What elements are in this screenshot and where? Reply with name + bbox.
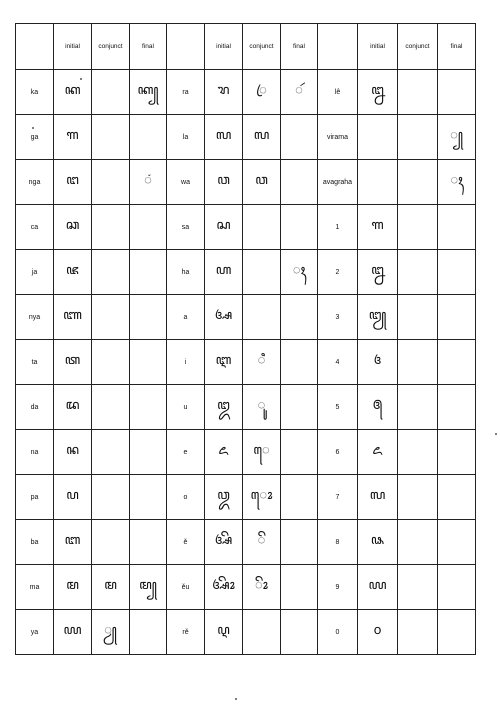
glyph-cell-conjunct	[243, 340, 281, 385]
row-label-cell	[16, 430, 54, 475]
glyph-cell-final	[438, 385, 476, 430]
glyph: ꦚ	[63, 307, 82, 323]
glyph-cell-conjunct	[243, 520, 281, 565]
glyph: ꦺꦴ	[250, 487, 273, 503]
row-label-cell	[167, 70, 205, 115]
speck	[495, 433, 497, 435]
glyph-cell-initial	[54, 70, 92, 115]
glyph: ꦪ	[63, 622, 82, 638]
header-label: final	[293, 43, 305, 50]
row-label: a	[183, 313, 188, 321]
glyph-cell-initial	[358, 295, 398, 340]
glyph-cell-initial	[54, 340, 92, 385]
row-label: sa	[181, 223, 190, 231]
glyph-cell-conjunct	[398, 610, 438, 655]
glyph-cell-initial	[205, 70, 243, 115]
glyph-cell-final	[281, 475, 318, 520]
glyph-cell-initial	[54, 475, 92, 520]
glyph-cell-initial	[358, 340, 398, 385]
glyph-cell-initial	[54, 430, 92, 475]
glyph-cell-initial	[205, 610, 243, 655]
header-label: initial	[216, 43, 231, 50]
glyph: ꦤ	[66, 442, 79, 458]
row-label: nga	[28, 178, 41, 186]
glyph: ꦊ	[371, 82, 384, 98]
glyph: ꦄ	[214, 307, 233, 323]
row-label: da	[30, 403, 39, 411]
row-label-cell	[167, 430, 205, 475]
row-label: pa	[30, 493, 39, 501]
glyph-cell-final	[130, 610, 167, 655]
row-label-cell	[16, 475, 54, 520]
row-label-cell	[318, 430, 358, 475]
table-row	[16, 385, 476, 430]
glyph-cell-final	[130, 115, 167, 160]
glyph-cell-final	[281, 295, 318, 340]
row-label-cell	[16, 340, 54, 385]
glyph-cell-final	[130, 250, 167, 295]
glyph-cell-final	[130, 295, 167, 340]
glyph: ꧀	[450, 127, 463, 143]
row-label: ba	[30, 538, 39, 546]
row-label: ca	[30, 223, 39, 231]
glyph-cell-final	[130, 70, 167, 115]
glyph-cell-conjunct	[398, 160, 438, 205]
header-label: conjunct	[98, 43, 123, 50]
glyph: ꦾ	[104, 622, 117, 638]
column-header-conjunct	[398, 24, 438, 70]
glyph-cell-final	[281, 205, 318, 250]
header-label: final	[142, 43, 154, 50]
glyph: ꦩ꧀	[139, 577, 157, 593]
row-label: rě	[182, 628, 189, 636]
glyph: ꧕	[372, 397, 383, 413]
glyph-cell-conjunct	[92, 430, 130, 475]
glyph-cell-final	[281, 340, 318, 385]
glyph: ꧐	[373, 622, 382, 638]
row-label: 0	[335, 628, 340, 636]
row-label-cell	[167, 610, 205, 655]
glyph-cell-conjunct	[92, 160, 130, 205]
glyph-cell-final	[438, 160, 476, 205]
glyph-cell-final	[130, 205, 167, 250]
row-label-cell	[318, 115, 358, 160]
row-label-cell	[318, 205, 358, 250]
row-label-cell	[167, 385, 205, 430]
row-label-cell	[318, 295, 358, 340]
glyph-cell-conjunct	[243, 115, 281, 160]
glyph: ꦌ	[218, 442, 229, 458]
glyph: ꦢ	[65, 397, 80, 413]
glyph: ꦏ꧀	[137, 82, 159, 98]
glyph-cell-initial	[358, 250, 398, 295]
row-label: ha	[181, 268, 190, 276]
column-header-final	[438, 24, 476, 70]
row-label: 9	[335, 583, 340, 591]
glyph-cell-initial	[205, 520, 243, 565]
glyph-cell-final	[130, 430, 167, 475]
row-label-cell	[318, 520, 358, 565]
row-label-cell	[167, 205, 205, 250]
glyph-cell-conjunct	[398, 205, 438, 250]
row-label: 4	[335, 358, 340, 366]
row-label-cell	[16, 250, 54, 295]
glyph-cell-initial	[54, 610, 92, 655]
glyph-cell-conjunct	[92, 565, 130, 610]
glyph-cell-final	[281, 520, 318, 565]
glyph: ꦼ	[257, 532, 266, 548]
row-label: lê	[334, 88, 341, 96]
glyph-cell-initial	[358, 475, 398, 520]
glyph: ꦃ	[292, 262, 306, 278]
table-row	[16, 295, 476, 340]
glyph-cell-initial	[358, 565, 398, 610]
glyph: ꦩ	[104, 577, 117, 593]
glyph: ꦧ	[64, 532, 81, 548]
row-label-cell	[167, 340, 205, 385]
column-header-initial	[358, 24, 398, 70]
glyph: ꧙	[368, 577, 387, 593]
row-label-cell	[16, 565, 54, 610]
speck	[80, 78, 82, 80]
glyph-cell-initial	[205, 115, 243, 160]
glyph-cell-final	[438, 115, 476, 160]
row-label: ma	[29, 583, 40, 591]
glyph-cell-initial	[205, 340, 243, 385]
glyph-cell-initial	[205, 430, 243, 475]
glyph-cell-initial	[205, 295, 243, 340]
glyph-cell-initial	[358, 70, 398, 115]
glyph-cell-final	[130, 160, 167, 205]
glyph: ꦉ	[217, 622, 230, 638]
glyph-cell-initial	[205, 565, 243, 610]
glyph-cell-conjunct	[243, 160, 281, 205]
row-label-cell	[167, 520, 205, 565]
header-label: initial	[65, 43, 80, 50]
glyph-cell-initial	[358, 385, 398, 430]
row-label-cell	[167, 475, 205, 520]
row-label-cell	[16, 205, 54, 250]
table-row	[16, 475, 476, 520]
table-row	[16, 610, 476, 655]
speck	[235, 698, 237, 700]
row-label-cell	[16, 610, 54, 655]
glyph-cell-initial	[54, 565, 92, 610]
row-label: u	[183, 403, 188, 411]
row-label: ě	[183, 538, 188, 546]
glyph: ꦎ	[217, 487, 230, 503]
glyph-cell-conjunct	[243, 205, 281, 250]
glyph-cell-final	[281, 70, 318, 115]
row-label-cell	[16, 160, 54, 205]
glyph-cell-conjunct	[398, 385, 438, 430]
glyph-cell-conjunct	[92, 520, 130, 565]
glyph: ꦿ	[256, 82, 267, 98]
row-label: ka	[30, 88, 39, 96]
glyph-cell-initial	[205, 475, 243, 520]
glyph-cell-conjunct	[243, 610, 281, 655]
glyph-cell-initial	[205, 205, 243, 250]
row-label: ya	[30, 628, 39, 636]
row-label-cell	[16, 385, 54, 430]
table-body	[16, 24, 476, 655]
row-label: o	[183, 493, 188, 501]
row-label: ga	[30, 133, 39, 141]
glyph-cell-conjunct	[398, 295, 438, 340]
glyph: ꦫ	[217, 82, 230, 98]
glyph-cell-final	[438, 205, 476, 250]
glyph: ꦄꦼꦴ	[212, 577, 235, 593]
row-label-cell	[318, 475, 358, 520]
glyph-cell-conjunct	[92, 385, 130, 430]
glyph-cell-initial	[54, 295, 92, 340]
glyph: ꦶ	[257, 352, 266, 368]
row-label-cell	[318, 160, 358, 205]
row-label: 3	[335, 313, 340, 321]
glyph-cell-initial	[358, 115, 398, 160]
table-row	[16, 520, 476, 565]
table-row	[16, 160, 476, 205]
glyph-cell-conjunct	[243, 430, 281, 475]
header-label: conjunct	[405, 43, 430, 50]
column-header-final	[281, 24, 318, 70]
glyph: ꦂ	[295, 82, 303, 98]
row-label: ra	[182, 88, 189, 96]
column-header-final	[130, 24, 167, 70]
glyph-cell-final	[438, 610, 476, 655]
glyph: ꦁ	[144, 172, 152, 188]
glyph-cell-conjunct	[398, 340, 438, 385]
glyph-cell-final	[130, 385, 167, 430]
glyph: ꦼꦴ	[254, 577, 269, 593]
glyph-cell-conjunct	[398, 475, 438, 520]
row-label: wa	[181, 178, 190, 186]
glyph: ꦈ	[217, 397, 230, 413]
glyph: ꧗	[369, 487, 386, 503]
glyph-cell-conjunct	[243, 565, 281, 610]
glyph-cell-conjunct	[398, 565, 438, 610]
glyph-cell-conjunct	[243, 250, 281, 295]
header-blank-cell	[16, 24, 54, 70]
header-label: initial	[370, 43, 385, 50]
glyph-cell-conjunct	[92, 475, 130, 520]
glyph: ꧒	[371, 262, 384, 278]
glyph-cell-conjunct	[398, 70, 438, 115]
glyph-cell-final	[438, 430, 476, 475]
row-label: virama	[326, 133, 348, 141]
glyph-cell-final	[438, 70, 476, 115]
glyph-cell-conjunct	[92, 295, 130, 340]
row-label: 8	[335, 538, 340, 546]
header-label: final	[450, 43, 463, 50]
glyph: ꦠ	[64, 352, 81, 368]
glyph-cell-conjunct	[398, 250, 438, 295]
glyph-cell-initial	[358, 160, 398, 205]
row-label-cell	[167, 115, 205, 160]
row-label: ta	[31, 358, 38, 366]
speck	[32, 127, 34, 129]
glyph-cell-initial	[205, 385, 243, 430]
glyph-cell-conjunct	[243, 295, 281, 340]
glyph-cell-initial	[358, 205, 398, 250]
glyph-cell-final	[438, 340, 476, 385]
row-label-cell	[167, 250, 205, 295]
glyph: ꦲ	[215, 262, 232, 278]
row-label-cell	[16, 295, 54, 340]
column-header-initial	[54, 24, 92, 70]
glyph: ꦃ	[450, 172, 463, 188]
glyph-cell-final	[281, 430, 318, 475]
glyph: ꦩ	[66, 577, 79, 593]
glyph-cell-final	[130, 520, 167, 565]
script-table	[15, 23, 476, 655]
table-row	[16, 340, 476, 385]
row-label: nya	[28, 313, 41, 321]
glyph: ꧓	[368, 307, 387, 323]
table-row	[16, 565, 476, 610]
glyph-cell-final	[438, 295, 476, 340]
row-label: na	[30, 448, 39, 456]
glyph-cell-final	[438, 475, 476, 520]
row-label: 2	[335, 268, 340, 276]
glyph-cell-final	[281, 610, 318, 655]
glyph-cell-final	[438, 565, 476, 610]
glyph: ꦗ	[66, 262, 79, 278]
row-label-cell	[16, 70, 54, 115]
glyph-cell-final	[281, 565, 318, 610]
table-row	[16, 250, 476, 295]
glyph-cell-initial	[358, 520, 398, 565]
header-label: conjunct	[249, 43, 274, 50]
row-label-cell	[167, 565, 205, 610]
glyph: ꧘	[370, 532, 385, 548]
glyph-cell-final	[130, 475, 167, 520]
glyph: ꦏ	[64, 82, 81, 98]
table-row	[16, 205, 476, 250]
column-header-conjunct	[243, 24, 281, 70]
glyph: ꦮ	[255, 172, 268, 188]
glyph-cell-final	[438, 250, 476, 295]
glyph: ꦒ	[66, 127, 79, 143]
glyph: ꦱ	[216, 217, 231, 233]
table-row	[16, 430, 476, 475]
glyph-cell-conjunct	[92, 250, 130, 295]
table-row	[16, 70, 476, 115]
glyph-cell-conjunct	[398, 115, 438, 160]
glyph-cell-conjunct	[92, 610, 130, 655]
glyph-cell-conjunct	[92, 115, 130, 160]
row-label: 1	[335, 223, 340, 231]
header-blank-cell	[318, 24, 358, 70]
glyph-cell-initial	[205, 160, 243, 205]
row-label-cell	[167, 295, 205, 340]
row-label-cell	[318, 250, 358, 295]
glyph-cell-conjunct	[398, 430, 438, 475]
glyph: ꦕ	[65, 217, 80, 233]
glyph-cell-final	[281, 250, 318, 295]
glyph-cell-final	[281, 385, 318, 430]
glyph-cell-final	[130, 340, 167, 385]
row-label: ja	[31, 268, 38, 276]
row-label: 7	[335, 493, 340, 501]
glyph-cell-initial	[358, 430, 398, 475]
row-label: avagraha	[322, 178, 353, 186]
glyph-cell-final	[130, 565, 167, 610]
glyph-cell-initial	[54, 160, 92, 205]
header-blank-cell	[167, 24, 205, 70]
row-label-cell	[318, 385, 358, 430]
glyph-cell-conjunct	[92, 70, 130, 115]
glyph: ꦸ	[257, 397, 266, 413]
glyph: ꦆ	[215, 352, 232, 368]
row-label-cell	[318, 565, 358, 610]
glyph-cell-conjunct	[92, 205, 130, 250]
glyph: ꦥ	[66, 487, 79, 503]
glyph-cell-initial	[54, 115, 92, 160]
row-label-cell	[318, 70, 358, 115]
row-label: 6	[335, 448, 340, 456]
column-header-conjunct	[92, 24, 130, 70]
glyph-cell-final	[281, 160, 318, 205]
glyph: ꦺ	[253, 442, 270, 458]
glyph: ꧑	[371, 217, 384, 233]
glyph-cell-final	[438, 520, 476, 565]
glyph-cell-conjunct	[243, 385, 281, 430]
row-label: 5	[335, 403, 340, 411]
row-label-cell	[16, 520, 54, 565]
row-label-cell	[318, 610, 358, 655]
glyph: ꦭ	[253, 127, 270, 143]
glyph: ꦄꦼ	[214, 532, 233, 548]
row-label-cell	[16, 115, 54, 160]
row-label-cell	[167, 160, 205, 205]
glyph: ꧔	[373, 352, 382, 368]
row-label-cell	[318, 340, 358, 385]
row-label: ěu	[181, 583, 190, 591]
glyph-cell-initial	[54, 250, 92, 295]
glyph-cell-conjunct	[92, 340, 130, 385]
glyph-cell-conjunct	[243, 70, 281, 115]
glyph: ꦔ	[66, 172, 79, 188]
glyph: ꦭ	[215, 127, 232, 143]
glyph-cell-initial	[358, 610, 398, 655]
glyph-cell-initial	[54, 205, 92, 250]
row-label: e	[183, 448, 188, 456]
glyph-cell-initial	[54, 520, 92, 565]
row-label: i	[184, 358, 187, 366]
glyph: ꦮ	[217, 172, 230, 188]
header-row	[16, 24, 476, 70]
glyph-cell-final	[281, 115, 318, 160]
glyph-cell-initial	[205, 250, 243, 295]
column-header-initial	[205, 24, 243, 70]
row-label: la	[182, 133, 189, 141]
table-row	[16, 115, 476, 160]
glyph-cell-conjunct	[398, 520, 438, 565]
glyph: ꧖	[372, 442, 383, 458]
glyph-cell-initial	[54, 385, 92, 430]
glyph-cell-conjunct	[243, 475, 281, 520]
